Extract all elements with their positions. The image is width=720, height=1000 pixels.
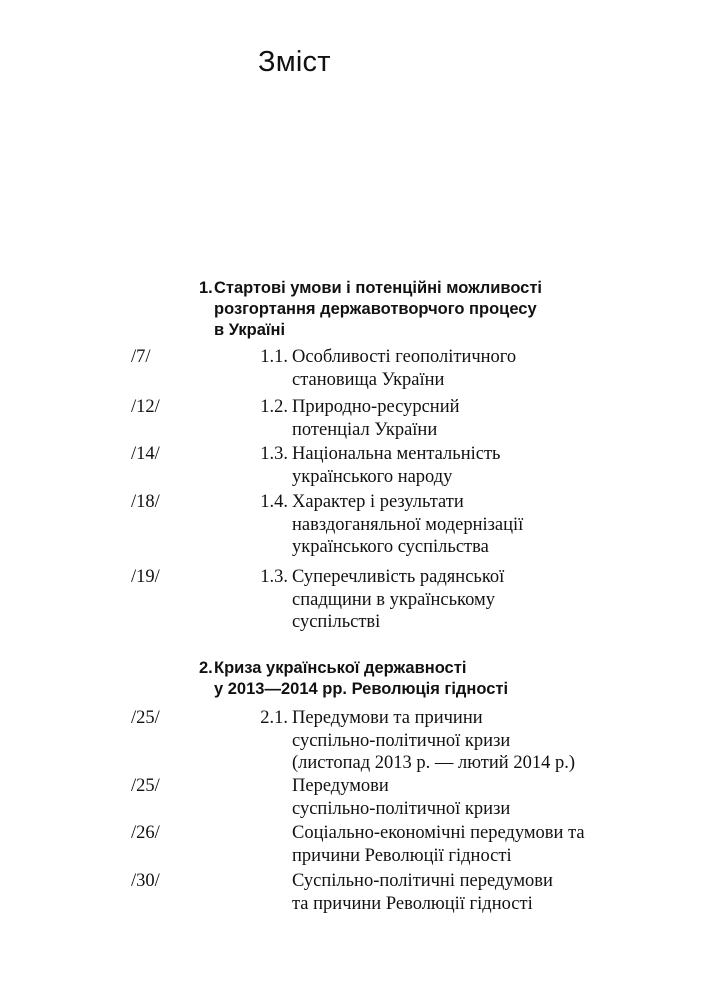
toc-entry-title: Природно-ресурсний потенціал України [292, 397, 460, 440]
section-heading-line: Стартові умови і потенційні можливості [214, 279, 543, 297]
toc-page-number: /25/ [131, 708, 160, 728]
toc-entry-title: Передумови суспільно-політичної кризи [292, 776, 511, 819]
page-title: Зміст [258, 46, 331, 78]
toc-entry-number: 1.3. [260, 567, 288, 587]
section-heading-line: у 2013—2014 рр. Революція гідності [214, 680, 509, 698]
section-heading-1 [199, 278, 639, 341]
toc-entry-title: Передумови та причини суспільно-політичної кризи (листопад 2013 р. — лютий 2014 р.) [292, 708, 575, 773]
toc-entry-number: 1.3. [260, 444, 288, 464]
toc-entry-title: Суспільно-політичні передумови та причини Революції гідності [292, 871, 553, 914]
toc-entry-title: Суперечливість радянської спадщини в українському суспільстві [292, 567, 505, 632]
toc-entry-number: 2.1. [260, 708, 288, 728]
toc-entry-title: Особливості геополітичного становища України [292, 347, 517, 390]
section-number: 2. [199, 659, 213, 677]
toc-entry-number: 1.1. [260, 347, 288, 367]
section-heading-line: в Україні [214, 321, 286, 339]
toc-entry-title: Соціально-економічні передумови та причини Революції гідності [292, 823, 585, 866]
toc-page-number: /14/ [131, 444, 160, 464]
section-heading-2 [199, 658, 639, 700]
section-heading-line: розгортання державотворчого процесу [214, 300, 537, 318]
toc-page-number: /12/ [131, 397, 160, 417]
toc-entry-title: Національна ментальність українського народу [292, 444, 501, 487]
toc-page-number: /7/ [131, 347, 151, 367]
toc-page-number: /26/ [131, 823, 160, 843]
toc-entry-number: 1.4. [260, 492, 288, 512]
section-number: 1. [199, 279, 213, 297]
toc-page-number: /30/ [131, 871, 160, 891]
toc-entry-title: Характер і результати навздоганяльної модернізації українського суспільства [292, 492, 524, 557]
section-heading-line: Криза української державності [214, 659, 467, 677]
toc-entry-number: 1.2. [260, 397, 288, 417]
toc-page-number: /18/ [131, 492, 160, 512]
toc-page-number: /19/ [131, 567, 160, 587]
toc-page-number: /25/ [131, 776, 160, 796]
